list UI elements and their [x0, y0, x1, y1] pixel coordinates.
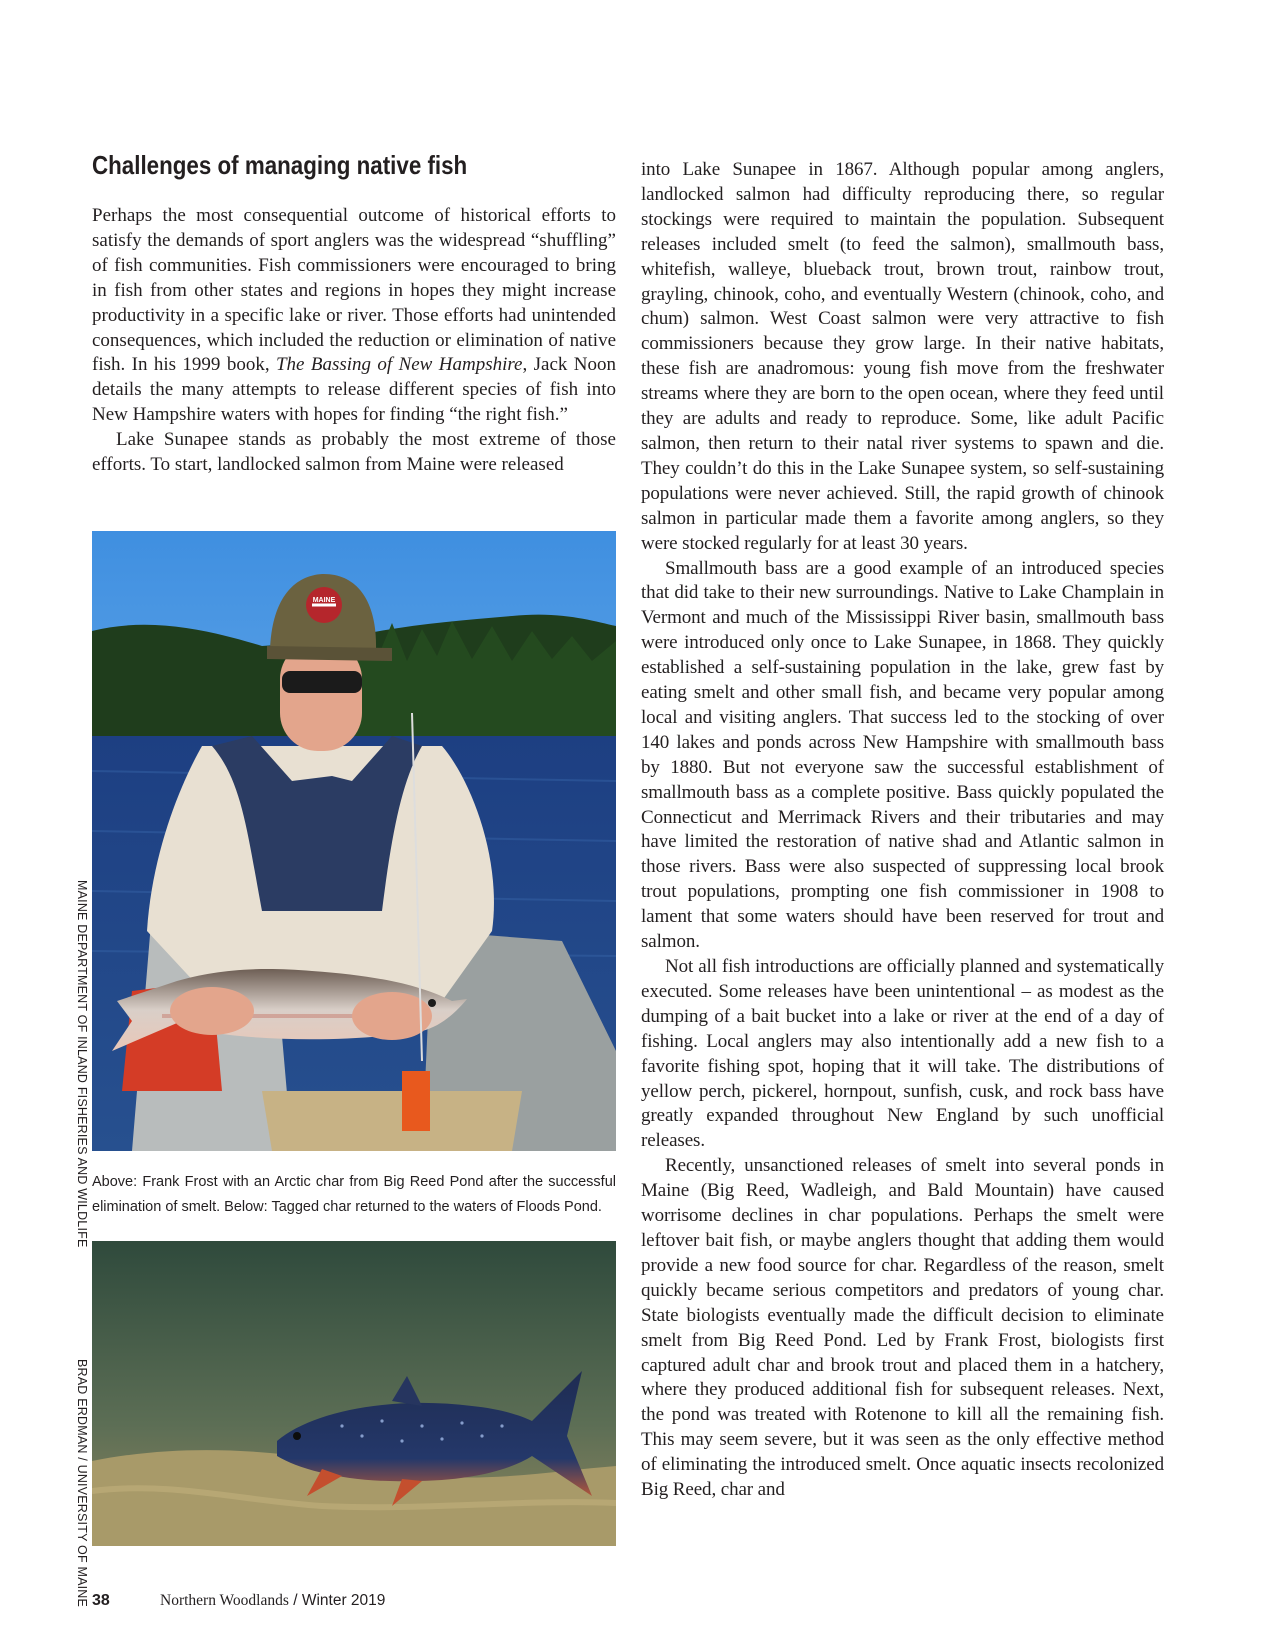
photo-underwater-char — [92, 1241, 616, 1546]
issue-label: / Winter 2019 — [288, 1592, 386, 1609]
book-title: The Bassing of New Hampshire — [275, 354, 523, 376]
publication-name: Northern Woodlands — [160, 1592, 289, 1609]
section-heading: Challenges of managing native fish — [92, 150, 468, 180]
photo-angler-illustration — [92, 531, 616, 1151]
paragraph-text: , Jack Noon details the many attempts to release different species of fish into New Hampshire waters with hopes for finding “the right fish.” — [92, 354, 616, 426]
paragraph: Not all fish introductions are officially planned and systematically executed. Some releases have been unintentional – as modest as the dumping of a bait bucket into a lake or river at the end of a day of fishing. Local anglers may also intentionally add a new fish to a favorite fishing spot, hoping that it will take. The distributions of yellow perch, pickerel, hornpout, sunfish, cusk, and rock bass have greatly expanded throughout New England by such unofficial releases. — [641, 956, 1164, 1152]
page-number: 38 — [92, 1592, 110, 1609]
page-footer — [92, 1592, 385, 1610]
photo-credit: MAINE DEPARTMENT OF INLAND FISHERIES AND WILDLIFE — [75, 880, 89, 1248]
left-column — [92, 150, 616, 478]
photo-caption: Above: Frank Frost with an Arctic char from Big Reed Pond after the successful elimination of smelt. Below: Tagged char returned to the waters of Floods Pond. — [92, 1174, 616, 1215]
photo-angler-with-char — [92, 531, 616, 1151]
paragraph: Lake Sunapee stands as probably the most extreme of those efforts. To start, landlocked salmon from Maine were released — [92, 429, 616, 476]
paragraph: into Lake Sunapee in 1867. Although popular among anglers, landlocked salmon had difficulty reproducing there, so regular stockings were required to maintain the population. Subsequent releases included smelt (to feed the salmon), smallmouth bass, whitefish, walleye, blueback trout, brown trout, rainbow trout, grayling, chinook, coho, and eventually Western (chinook, coho, and chum) salmon. West Coast salmon were very attractive to fish commissioners because they grow large. In their native habitats, these fish are anadromous: young fish move from the freshwater streams where they are born to the open ocean, where they feed until they are adults and ready to reproduce. Some, like adult Pacific salmon, then return to their natal river systems to spawn and die. They couldn’t do this in the Lake Sunapee system, so self-sustaining populations were never achieved. Still, the rapid growth of chinook salmon in particular made them a favorite among anglers, so they were stocked regularly for at least 30 years. — [641, 159, 1164, 554]
hat-badge-text: MAINE — [312, 597, 336, 604]
photo-credit: BRAD ERDMAN / UNIVERSITY OF MAINE — [75, 1359, 89, 1608]
paragraph-text: Perhaps the most consequential outcome of historical efforts to satisfy the demands of sport anglers was the widespread “shuffling” of fish communities. Fish commissioners were encouraged to bring in fish from other states and regions in hopes they might increase productivity in a specific lake or river. Those efforts had unintended consequences, which included the reduction or elimination of native fish. In his 1999 book, — [92, 205, 616, 376]
photo-underwater-illustration — [92, 1241, 616, 1546]
paragraph — [92, 204, 616, 428]
paragraph: Recently, unsanctioned releases of smelt into several ponds in Maine (Big Reed, Wadleigh, and Bald Mountain) have caused worrisome declines in char populations. Perhaps the smelt were leftover bait fish, or maybe anglers thought that adding them would provide a new food source for char. Regardless of the reason, smelt quickly became serious competitors and predators of young char. State biologists eventually made the difficult decision to eliminate smelt from Big Reed Pond. Led by Frank Frost, biologists first captured adult char and brook trout and placed them in a hatchery, where they produced additional fish for subsequent releases. Next, the pond was treated with Rotenone to kill all the remaining fish. This may seem severe, but it was seen as the only effective method of eliminating the introduced smelt. Once aquatic insects recolonized Big Reed, char and — [641, 1155, 1164, 1501]
paragraph: Smallmouth bass are a good example of an introduced species that did take to their new surroundings. Native to Lake Champlain in Vermont and much of the Mississippi River basin, smallmouth bass were introduced only once to Lake Sunapee, in 1868. They quickly established a self-sustaining population in the lake, grew fast by eating smelt and other small fish, and became very popular among local and visiting anglers. That success led to the stocking of over 140 lakes and ponds across New Hampshire with smallmouth bass by 1880. But not everyone saw the successful establishment of smallmouth bass as a complete positive. Bass quickly populated the Connecticut and Merrimack Rivers and their tributaries and may have limited the restoration of native shad and Atlantic salmon in those rivers. Bass were also suspected of suppressing local brook trout populations, prompting one fish commissioner in 1908 to lament that some waters should have been reserved for trout and salmon. — [641, 557, 1164, 953]
right-column — [641, 158, 1164, 1503]
